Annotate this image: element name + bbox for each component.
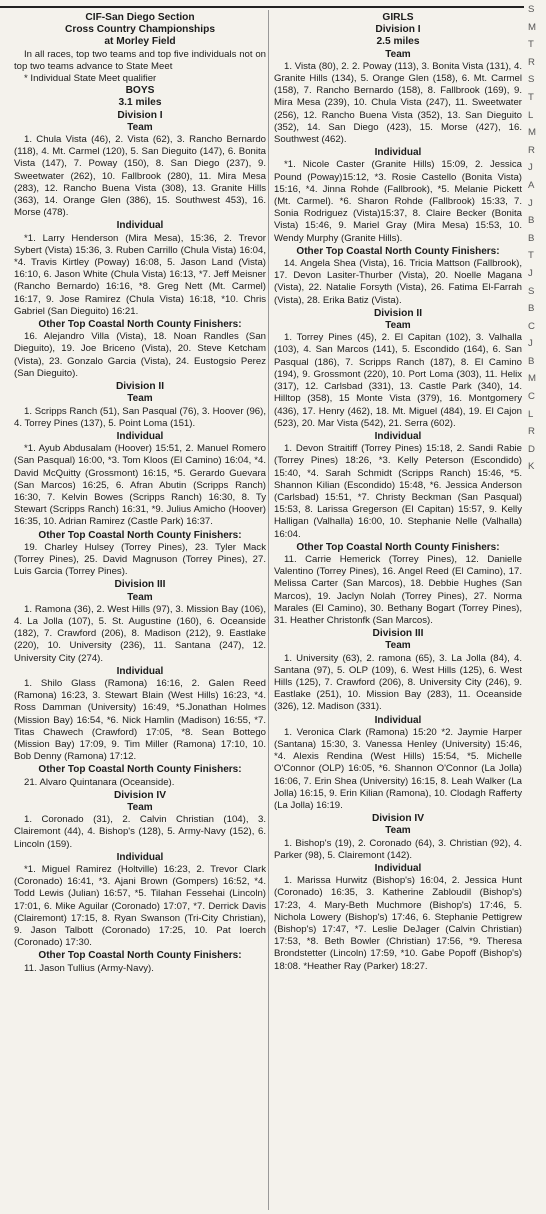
boys-div4-individual-heading: Individual bbox=[116, 851, 164, 863]
boys-division-2-heading: Division II bbox=[115, 381, 165, 393]
girls-div4-individual-results: 1. Marissa Hurwitz (Bishop's) 16:04, 2. Jessica Hunt (Coronado) 16:35, 3. Katherine Zabloudil (Bishop's) 17:23, 4. Mary-Beth Muchmore (Bishop's) 17:46, 5. Nichola Lowery (Bishop's) 17:46, 6. Stephanie Pettigrew (Bishop's) 17:47, *7. Leslie DeJager (Calvin Christian) 17:53, *8. Beth Bowler (Christian) 17:56, *9. Theresa Brondstetter (Lincoln) 17:59, *10. Gabe Popoff (Bishop's) 18:08. *Heather Ray (Parker) 18:27. bbox=[274, 875, 522, 972]
boys-div4-individual-results: *1. Miguel Ramirez (Holtville) 16:23, 2. Trevor Clark (Coronado) 16:41, *3. Ajani Brown (Gompers) 16:52, *4. Todd Lewis (Julian) 16:57, *5. Tilahan Fessehai (Lincoln) 17:01, 6. Mike Aguilar (Coronado) 17:07, *7. Derrick Davis (Clairemont) 17:15, 8. Ryan Swanson (Tri-City Christian), 9. Jason Talbott (Coronado) 17:25, 10. Pat Ioerch (Coronado) 17:30. bbox=[14, 864, 266, 949]
boys-heading: BOYS bbox=[125, 85, 155, 97]
edge-letter: C bbox=[528, 391, 535, 403]
girls-div1-other-heading: Other Top Coastal North County Finishers: bbox=[296, 245, 500, 257]
girls-div3-team-heading: Team bbox=[385, 640, 411, 652]
boys-div1-team-heading: Team bbox=[127, 121, 153, 133]
boys-div3-other-heading: Other Top Coastal North County Finishers: bbox=[38, 764, 242, 776]
edge-letter: D bbox=[528, 443, 535, 455]
edge-letter: M bbox=[528, 373, 536, 385]
edge-letter: S bbox=[528, 4, 535, 15]
girls-div3-individual-heading: Individual bbox=[374, 714, 422, 726]
boys-div3-individual-heading: Individual bbox=[116, 665, 164, 677]
girls-div4-team-results: 1. Bishop's (19), 2. Coronado (64), 3. Christian (92), 4. Parker (98), 5. Clairemont (142). bbox=[274, 837, 522, 861]
girls-div1-team-results: 1. Vista (80), 2. 2. Poway (113), 3. Bonita Vista (131), 4. Granite Hills (134), 5. Orange Glen (158), 6. Mt. Carmel (158), 7. Rancho Bernardo (158), 8. Fallbrook (169), 9. Mira Mesa (239), 10. Chula Vista (247), 11. Sweetwater (256), 12. Rancho Buena Vista (352), 13. San Dieguito (352), 14. San Diego (423), 15. Morse (427), 16. Southwest (462). bbox=[274, 60, 522, 146]
boys-div1-individual-results: *1. Larry Henderson (Mira Mesa), 15:36, 2. Trevor Sybert (Vista) 15:36, 3. Ruben Carrillo (Chula Vista) 16:04, *4. Travis Kirtley (Poway) 16:08, 5. Jason Land (Vista) 16:10, 6. Jason White (Chula Vista) 16:13, *7. Jeff Meisner (Rancho Bernardo) 16:16, *8. Greg Nett (Mt. Carmel) 16:17, 9. Jose Ramirez (Chula Vista) 16:18, *10. Chris Gabriel (San Dieguito) 16:21. bbox=[14, 232, 266, 317]
boys-div2-individual-heading: Individual bbox=[116, 430, 164, 442]
girls-division-1-heading: Division I bbox=[375, 24, 421, 36]
girls-div2-other-heading: Other Top Coastal North County Finishers: bbox=[296, 541, 500, 553]
edge-letter: T bbox=[528, 39, 534, 51]
edge-letter: K bbox=[528, 461, 535, 473]
edge-letter: B bbox=[528, 355, 535, 367]
girls-division-3-heading: Division III bbox=[372, 628, 424, 640]
girls-div2-individual-results: 1. Devon Straitiff (Torrey Pines) 15:18, 2. Sandi Rabie (Torrey Pines) 18:26, *3. Kelly Peterson (Escondido) 15:40, *4. Sarah Schmidt (Scripps Ranch) 15:46, *5. Shannon Kilian (Escondido) 15:48, *6. Jessica Anderson (Carlsbad) 15:51, *7. Christy Beckman (San Pasqual) 15:53, 8. Larissa Gregerson (El Capitan) 15:57, 9. Kelly Halligan (Valhalla) 16:00, 10. Stephanie Nelle (Valhalla) 16:04. bbox=[274, 443, 522, 540]
girls-div2-team-results: 1. Torrey Pines (45), 2. El Capitan (102), 3. Valhalla (103), 4. San Marcos (141), 5. Escondido (164), 6. San Pasqual (186), 7. Scripps Ranch (187), 8. El Camino (194), 9. Grossmont (220), 10. Port Loma (303), 11. Helix (317), 12. Carlsbad (331), 13. Castle Park (340), 14. Hilltop (358), 15 Monte Vista (379), 16. Montgomery (436), 17. Henry (462), 18. Mt. Miguel (484), 19. El Cajon (523), 20. Mar Vista (542), 21. Serra (602). bbox=[274, 332, 522, 429]
edge-letter: M bbox=[528, 127, 536, 139]
edge-letter: J bbox=[528, 338, 533, 350]
edge-letter: B bbox=[528, 303, 535, 315]
boys-distance: 3.1 miles bbox=[118, 97, 162, 109]
girls-div4-team-heading: Team bbox=[385, 825, 411, 837]
boys-div3-individual-results: 1. Shilo Glass (Ramona) 16:16, 2. Galen Reed (Ramona) 16:23, 3. Stewart Blain (West Hills) 16:23, *4. Ross Damman (University) 16:49, *5.Jonathan Holmes (Mission Bay) 16:54, *6. Nick Hamlin (Madison) 16:55, *7. Titas Chawech (Crawford) 17:05, *8. Sean Bottego (Mission Bay) 17:09, 9. Tim Miller (Ramona) 17:10, 10. Bob Denny (Ramona) 17:12. bbox=[14, 677, 266, 763]
boys-division-4-heading: Division IV bbox=[113, 789, 167, 801]
girls-heading: GIRLS bbox=[382, 12, 414, 23]
edge-letter: R bbox=[528, 56, 535, 68]
boys-div3-team-heading: Team bbox=[127, 591, 153, 603]
advancement-note: In all races, top two teams and top five individuals not on top two teams advance to State Meet bbox=[14, 48, 266, 72]
boys-div1-other-heading: Other Top Coastal North County Finishers: bbox=[38, 319, 242, 331]
edge-letter: J bbox=[528, 162, 533, 174]
edge-letter: T bbox=[528, 250, 534, 262]
edge-letter: L bbox=[528, 109, 534, 121]
edge-letter: M bbox=[528, 21, 536, 33]
edge-letter: R bbox=[528, 426, 535, 438]
event-title: Cross Country Championships bbox=[65, 24, 215, 36]
boys-div1-team-results: 1. Chula Vista (46), 2. Vista (62), 3. Rancho Bernardo (118), 4. Mt. Carmel (120), 5. San Dieguito (147), 6. Bonita Vista (147), 7. Poway (150), 8. San Diego (237), 9. Sweetwater (262), 10. Fallbrook (280), 11. Mira Mesa (283), 12. Rancho Buena Vista (308), 13. Granite Hills (363), 14. Orange Glen (386), 15. Southwest 453), 16. Morse (478). bbox=[14, 134, 266, 219]
boys-div2-other-heading: Other Top Coastal North County Finishers: bbox=[38, 529, 242, 541]
boys-div1-individual-heading: Individual bbox=[116, 220, 164, 232]
girls-division-4-heading: Division IV bbox=[371, 813, 425, 825]
boys-division-3-heading: Division III bbox=[114, 579, 166, 591]
boys-div4-other-finishers: 11. Jason Tullius (Army-Navy). bbox=[24, 962, 154, 974]
boys-div2-team-results: 1. Scripps Ranch (51), San Pasqual (76), 3. Hoover (96), 4. Torrey Pines (137), 5. Point Loma (151). bbox=[14, 405, 266, 429]
column-divider bbox=[268, 10, 269, 1210]
edge-letter: T bbox=[528, 91, 534, 103]
adjacent-column-edge bbox=[528, 0, 546, 1214]
edge-letter: B bbox=[528, 232, 535, 244]
girls-div3-individual-results: 1. Veronica Clark (Ramona) 15:20 *2. Jaymie Harper (Santana) 15:30, 3. Vanessa Henley (University) 15:46, *4. Alexis Rendina (West Hills) 15:54, *5. Michelle O'Connor (OLP) 16:05, *6. Shannon O'Connor (La Jolla) 16:06, 7. Erin Shea (University) 16:15, 8. Leah Walker (La Jolla) 16:15, 9. Erin Kilian (Ramona), 10. Clodagh Rafferty (La Jolla) 16:19. bbox=[274, 726, 522, 811]
boys-div2-individual-results: *1. Ayub Abdusalam (Hoover) 15:51, 2. Manuel Romero (San Pasqual) 16:00, *3. Tom Kloos (El Camino) 16:04, *4. David McQuitty (Grossmont) 16:15, *5. Gerardo Guevara (San Marcos) 16:25, 6. Afran Abutin (Scripps Ranch) 16:30, 7. Kelvin Bowes (Scripps Ranch) 16:30, 8. Ty Stewart (Scripps Ranch) 16:31, *9. Julius Amicho (Hoover) 16:35, 10. Adrian Ramirez (Castle Park) 16:37. bbox=[14, 443, 266, 528]
girls-div1-team-heading: Team bbox=[385, 48, 411, 60]
boys-division-1-heading: Division I bbox=[117, 109, 163, 121]
edge-letter: R bbox=[528, 144, 535, 156]
girls-div3-team-results: 1. University (63), 2. ramona (65), 3. La Jolla (84), 4. Santana (97), 5. OLP (109), 6. West Hills (125), 6. West Hills (125), 7. Crawford (206), 8. University City (246), 9. Eastlake (251), 10. Mission Bay (283), 11. Oceanside (326), 12. Madison (331). bbox=[274, 652, 522, 713]
boys-div2-other-finishers: 19. Charley Hulsey (Torrey Pines), 23. Tyler Mack (Torrey Pines), 25. David Magnuson (Torrey Pines), 27. Luis Garcia (Torrey Pines). bbox=[14, 541, 266, 578]
girls-div2-team-heading: Team bbox=[385, 320, 411, 332]
edge-letter: S bbox=[528, 74, 535, 86]
edge-letter: L bbox=[528, 408, 534, 420]
girls-distance: 2.5 miles bbox=[376, 36, 420, 48]
edge-letter: C bbox=[528, 320, 535, 332]
boys-div3-other-finishers: 21. Alvaro Quintanara (Oceanside). bbox=[24, 776, 175, 788]
top-rule bbox=[0, 6, 524, 8]
boys-div1-other-finishers: 16. Alejandro Villa (Vista), 18. Noan Randles (San Dieguito), 19. Joe Briceno (Vista), 20. Steve Ketcham (Vista), 23. Gonzalo Garcia (Vista), 24. Eustogsio Perez (San Dieguito). bbox=[14, 331, 266, 379]
girls-div2-individual-heading: Individual bbox=[374, 430, 422, 442]
edge-letter: S bbox=[528, 285, 535, 297]
boys-div4-team-heading: Team bbox=[127, 802, 153, 813]
boys-div3-team-results: 1. Ramona (36), 2. West Hills (97), 3. Mission Bay (106), 4. La Jolla (107), 5. St. Augustine (160), 6. Oceanside (182), 7. Crawford (206), 8. Madison (212), 9. Eastlake (220), 10. University (236), 11. Santana (247), 12. University City (274). bbox=[14, 603, 266, 664]
girls-div1-other-finishers: 14. Angela Shea (Vista), 16. Tricia Mattson (Fallbrook), 17. Devon Lasiter-Thurber (Vista), 20. Noelle Magana (Vista), 22. Natalie Forsyth (Vista), 26. Fatima El-Farrah (Vista), 28. Erika Batiz (Vista). bbox=[274, 258, 522, 306]
boys-div4-other-heading: Other Top Coastal North County Finishers: bbox=[38, 950, 242, 962]
edge-letter: J bbox=[528, 267, 533, 279]
edge-letter: J bbox=[528, 197, 533, 209]
boys-div2-team-heading: Team bbox=[127, 393, 153, 405]
girls-div4-individual-heading: Individual bbox=[374, 863, 422, 875]
girls-div1-individual-results: *1. Nicole Caster (Granite Hills) 15:09, 2. Jessica Pound (Poway)15:12, *3. Rosie Castello (Bonita Vista) 15:16, *4. Jinna Rohde (Fallbrook), *5. Melanie Pickett (Mt. Carmel). *6. Sharon Rohde (Fallbrook) 15:33, 7. Sonia Rodriguez (Vista)15:37, 8. Claire Becker (Bonita Vista) 15:46, 9. Mariel Gray (Mira Mesa) 15:53, 10. Wendy Murphy (Granite Hills). bbox=[274, 159, 522, 244]
boys-results-column bbox=[14, 12, 266, 976]
edge-letter: B bbox=[528, 215, 535, 227]
girls-results-column bbox=[274, 12, 522, 974]
section-title: CIF-San Diego Section bbox=[85, 12, 195, 23]
edge-letter: A bbox=[528, 179, 535, 191]
qualifier-note: * Individual State Meet qualifier bbox=[24, 73, 157, 85]
girls-division-2-heading: Division II bbox=[373, 307, 423, 319]
girls-div1-individual-heading: Individual bbox=[374, 147, 422, 159]
girls-div2-other-finishers: 11. Carrie Hemerick (Torrey Pines), 12. Danielle Valentino (Torrey Pines), 16. Angel Reed (El Camino), 17. Melissa Carter (San Marcos), 18. Debbie Hughes (San Marcos), 19. Jaclyn Nolah (Torrey Pines), 27. Norma Marales (El Camino), 30. Bethany Bogart (Torrey Pines), 31. Heather Christonfk (San Marcos). bbox=[274, 553, 522, 626]
boys-div4-team-results: 1. Coronado (31), 2. Calvin Christian (104), 3. Clairemont (44), 4. Bishop's (128), 5. Army-Navy (152), 6. Lincoln (159). bbox=[14, 814, 266, 850]
venue-title: at Morley Field bbox=[104, 36, 176, 48]
